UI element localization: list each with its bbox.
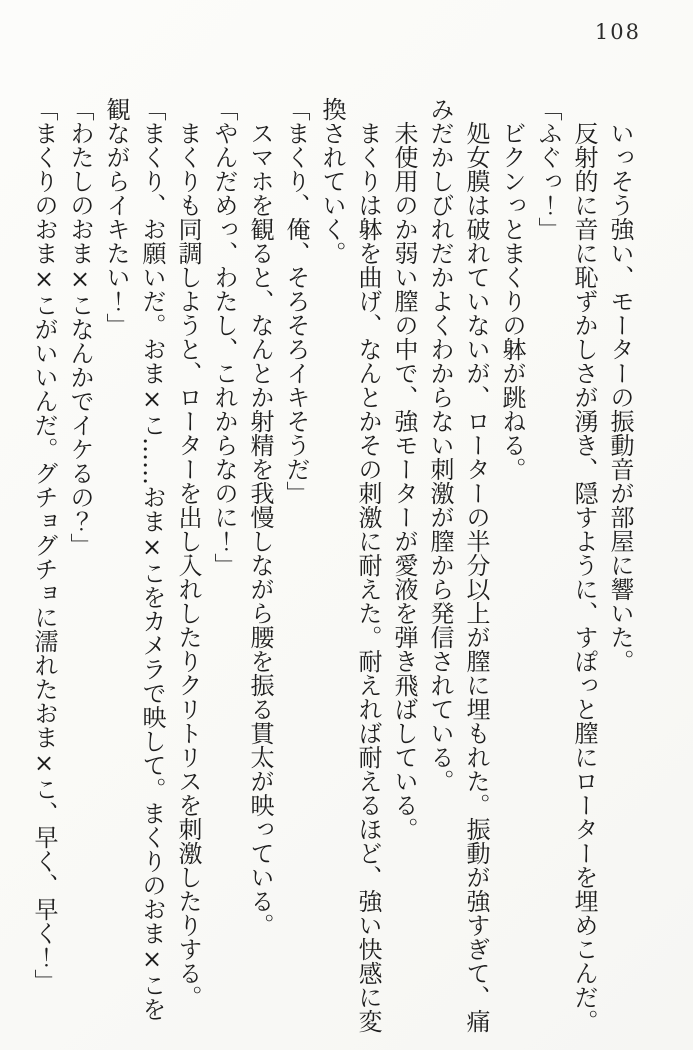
paragraph: スマホを観ると、なんとか射精を我慢しながら腰を振る貫太が映っている。: [246, 121, 274, 937]
paragraph: 「まくり、俺、そろそろイキそうだ」: [282, 97, 310, 505]
paragraph: まくりも同調しようと、ローターを出し入れしたりクリトリスを刺激したりする。: [174, 121, 202, 1009]
paragraph: 「ふぐっ！」: [534, 97, 562, 241]
page-text: [26, 97, 638, 1033]
paragraph: 「まくり、お願いだ。おま×こ……おま×こをカメラで映して。まくりのおま×こを観ながらイキたい！」: [102, 97, 166, 1021]
paragraph: 「わたしのおま×こなんかでイケるの？」: [66, 97, 94, 557]
paragraph: 「まくりのおま×こがいいんだ。グチョグチョに濡れたおま×こ、早く、早く！」: [30, 97, 58, 993]
paragraph: まくりは躰を曲げ、なんとかその刺激に耐えた。耐えれば耐えるほど、強い快感に変換されていく。: [318, 97, 382, 1033]
paragraph: ビクンっとまくりの躰が跳ねる。: [498, 121, 526, 481]
paragraph: 反射的に音に恥ずかしさが湧き、隠すように、すぽっと膣にローターを埋めこんだ。: [570, 121, 598, 1033]
paragraph: 処女膜は破れていないが、ローターの半分以上が膣に埋もれた。振動が強すぎて、痛みだかしびれだかよくわからない刺激が膣から発信されている。: [426, 97, 490, 1033]
page-number: 108: [594, 20, 641, 44]
paragraph: 未使用のか弱い膣の中で、強モーターが愛液を弾き飛ばしている。: [390, 121, 418, 841]
paragraph: いっそう強い、モーターの振動音が部屋に響いた。: [606, 121, 634, 673]
paragraph: 「やんだめっ、わたし、これからなのに！」: [210, 97, 238, 577]
